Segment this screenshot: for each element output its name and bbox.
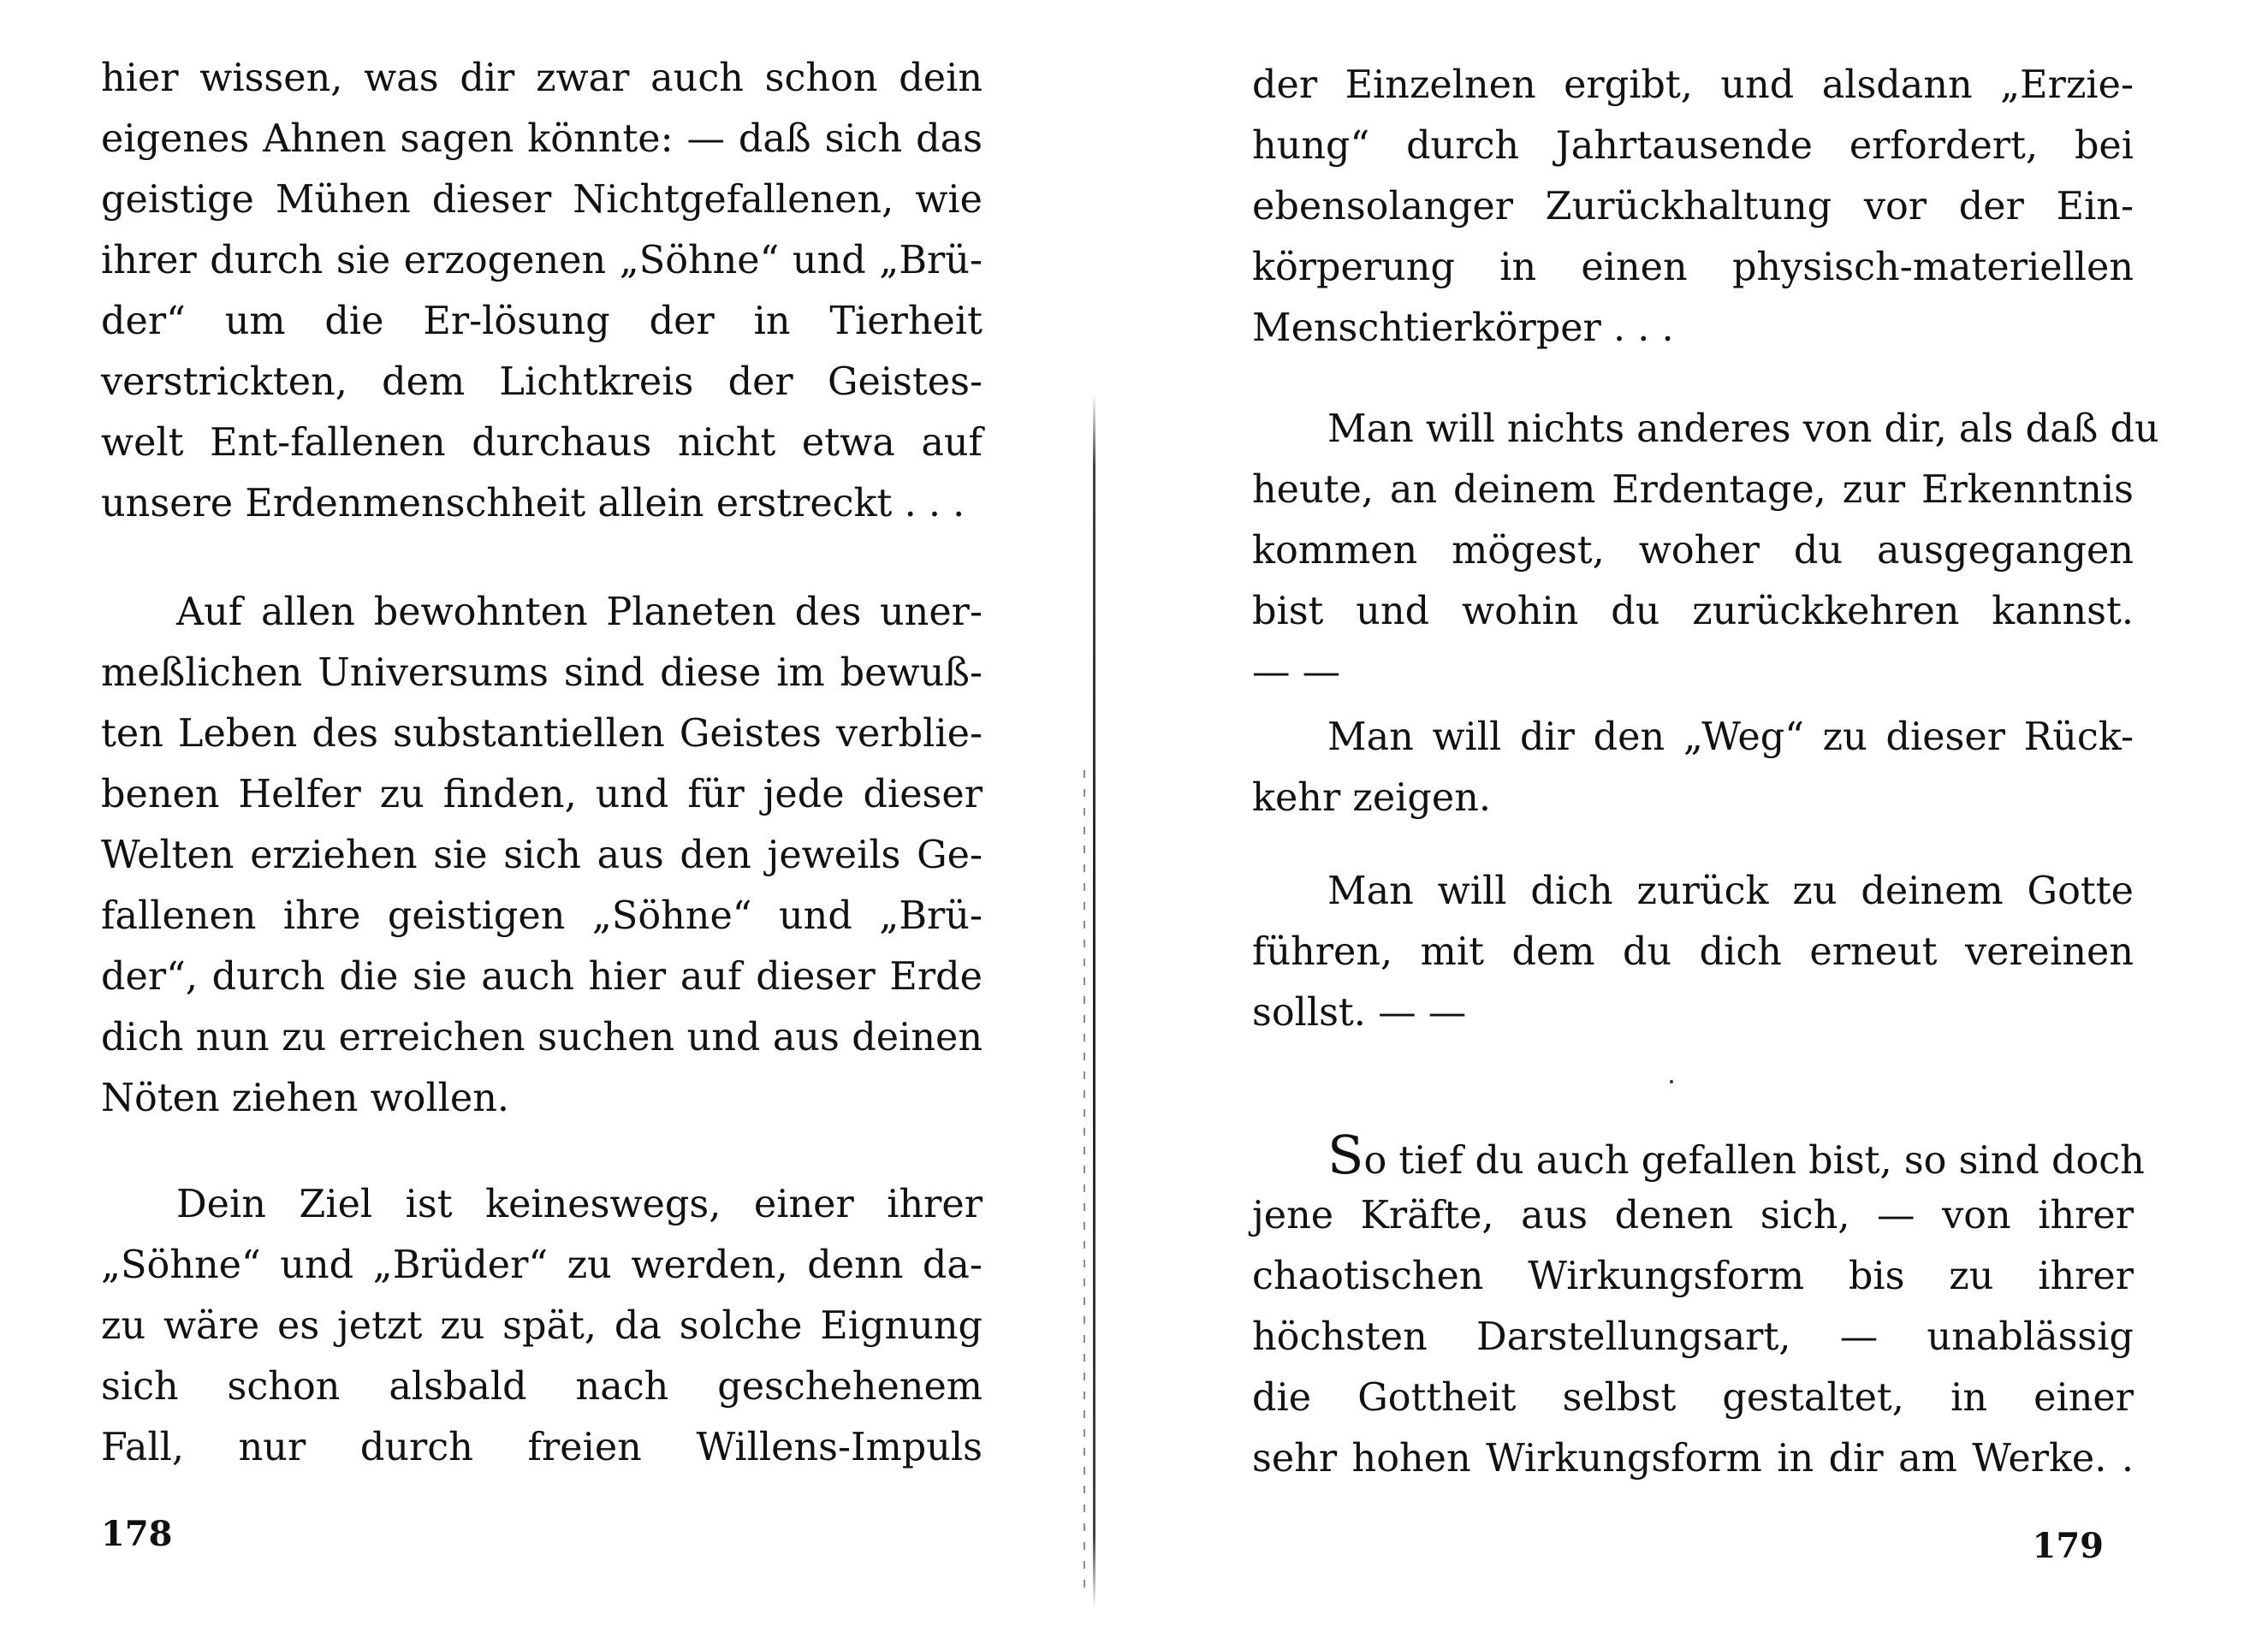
text-line: benen Helfer zu finden, und für jede dieser bbox=[101, 773, 983, 816]
text-line: eigenes Ahnen sagen könnte: — daß sich das bbox=[101, 117, 983, 161]
text-line: jene Kräfte, aus denen sich, — von ihrer bbox=[1252, 1194, 2134, 1237]
text-line: verstrickten, dem Lichtkreis der Geistes- bbox=[101, 360, 983, 404]
text-line: ten Leben des substantiellen Geistes verblie- bbox=[101, 712, 983, 756]
text-line: Menschtierkörper . . . bbox=[1252, 306, 1674, 350]
text-line: meßlichen Universums sind diese im bewuß- bbox=[101, 651, 983, 695]
paragraph bbox=[101, 582, 983, 1129]
text-line: hung“ durch Jahrtausende erfordert, bei bbox=[1252, 124, 2134, 168]
text-line: der“ um die Er-lösung der in Tierheit bbox=[101, 300, 983, 343]
text-line: fallenen ihre geistigen „Söhne“ und „Brü- bbox=[101, 894, 983, 938]
text-line: die Gottheit selbst gestaltet, in einer bbox=[1252, 1376, 2134, 1420]
book-gutter bbox=[1093, 394, 1095, 1609]
text-line: dich nun zu erreichen suchen und aus deinen bbox=[101, 1016, 983, 1059]
text-line: sollst. — — bbox=[1252, 991, 1467, 1035]
drop-cap: S bbox=[1327, 1124, 1364, 1186]
page-number: 178 bbox=[101, 1514, 173, 1554]
text-line: kommen mögest, woher du ausgegangen bbox=[1252, 529, 2134, 573]
text-line: höchsten Darstellungsart, — unablässig bbox=[1252, 1315, 2134, 1359]
text-line: — — bbox=[1252, 650, 1341, 694]
text-line: bist und wohin du zurückkehren kannst. bbox=[1252, 590, 2134, 633]
text-line: welt Ent-fallenen durchaus nicht etwa auf bbox=[101, 421, 983, 465]
text-line: ihrer durch sie erzogenen „Söhne“ und „Brü- bbox=[101, 239, 983, 282]
text-line: der Einzelnen ergibt, und alsdann „Erzie- bbox=[1252, 63, 2134, 107]
text-line: ebensolanger Zurückhaltung vor der Ein- bbox=[1252, 185, 2134, 228]
text-line: Dein Ziel ist keineswegs, einer ihrer bbox=[176, 1183, 983, 1226]
text-line-rest: o tief du auch gefallen bist, so sind doch bbox=[1363, 1139, 2145, 1183]
text-line: chaotischen Wirkungsform bis zu ihrer bbox=[1252, 1255, 2134, 1298]
text-line: heute, an deinem Erdentage, zur Erkenntnis bbox=[1252, 468, 2134, 512]
text-line: Man will dir den „Weg“ zu dieser Rück- bbox=[1327, 715, 2134, 759]
text-line: Welten erziehen sie sich aus den jeweils Ge- bbox=[101, 834, 983, 877]
page-number: 179 bbox=[2032, 1526, 2104, 1566]
text-line: Man will nichts anderes von dir, als daß du bbox=[1327, 407, 2159, 451]
text-line: Man will dich zurück zu deinem Gotte bbox=[1327, 869, 2134, 913]
text-line: Fall, nur durch freien Willens-Impuls bbox=[101, 1426, 983, 1469]
text-line: der“, durch die sie auch hier auf dieser Erde bbox=[101, 955, 983, 999]
paragraph bbox=[1252, 707, 2134, 828]
ink-speck bbox=[1670, 1080, 1673, 1083]
paragraph bbox=[1252, 861, 2134, 1043]
text-line: kehr zeigen. bbox=[1252, 776, 1492, 820]
text-line: unsere Erdenmenschheit allein erstreckt . . . bbox=[101, 482, 965, 525]
text-line bbox=[1252, 1124, 2145, 1186]
text-line: geistige Mühen dieser Nichtgefallenen, wie bbox=[101, 178, 983, 222]
text-line: hier wissen, was dir zwar auch schon dein bbox=[101, 56, 983, 100]
text-line: sich schon alsbald nach geschehenem bbox=[101, 1365, 983, 1409]
text-line: führen, mit dem du dich erneut vereinen bbox=[1252, 930, 2134, 974]
paragraph bbox=[101, 1174, 983, 1478]
text-line: „Söhne“ und „Brüder“ zu werden, denn da- bbox=[101, 1243, 983, 1287]
text-line: zu wäre es jetzt zu spät, da solche Eignung bbox=[101, 1304, 983, 1348]
paragraph bbox=[1252, 399, 2159, 703]
text-line: körperung in einen physisch-materiellen bbox=[1252, 246, 2134, 289]
gutter-shadow bbox=[1084, 770, 1085, 1592]
paragraph bbox=[1252, 55, 2134, 359]
paragraph bbox=[1252, 1124, 2145, 1489]
text-line: Nöten ziehen wollen. bbox=[101, 1077, 510, 1120]
left-page bbox=[101, 0, 983, 1626]
paragraph bbox=[101, 48, 983, 534]
text-line: Auf allen bewohnten Planeten des uner- bbox=[176, 590, 983, 634]
text-line: sehr hohen Wirkungsform in dir am Werke. . bbox=[1252, 1437, 2134, 1481]
right-page bbox=[1252, 0, 2159, 1626]
